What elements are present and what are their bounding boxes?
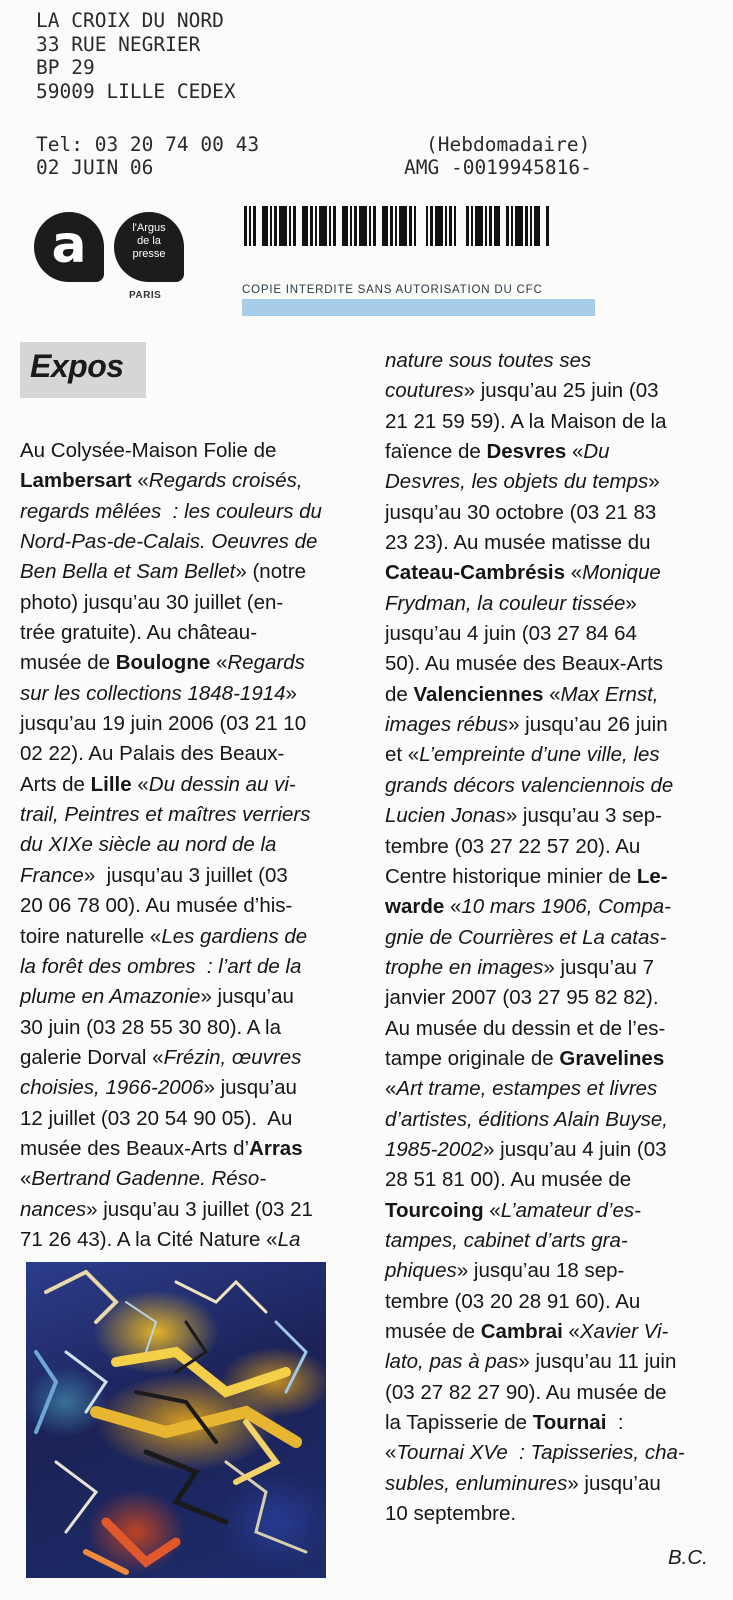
notice-bar [242,299,595,316]
barcode-bar [369,206,371,246]
text-line: Cateau-Cambrésis «Monique [385,561,661,585]
barcode-bar [302,206,308,246]
text-line: 21 21 59 59). A la Maison de la [385,409,667,433]
text-line: faïence de Desvres «Du [385,440,610,464]
barcode-bar [426,206,428,246]
text-line: choisies, 1966-2006» jusqu’au [20,1076,297,1100]
barcode-bar [489,206,492,246]
text-line: jusqu’au 30 octobre (03 21 83 [385,500,657,524]
text-line: sur les collections 1848-1914» [20,681,297,705]
text-line: lato, pas à pas» jusqu’au 11 juin [385,1350,677,1374]
text-line: la forêt des ombres : l’art de la [20,954,302,978]
barcode-bar [319,206,327,246]
barcode-bar [542,206,544,246]
barcode-bar [333,206,336,246]
text-line: musée de Boulogne «Regards [20,651,305,675]
barcode-bar [409,206,412,246]
text-line: coutures» jusqu’au 25 juin (03 [385,379,659,403]
logo-text-line: presse [132,248,166,260]
text-line: Arts de Lille «Du dessin au vi- [20,772,296,796]
copyright-notice: COPIE INTERDITE SANS AUTORISATION DU CFC [242,284,543,296]
text-line: nature sous toutes ses [385,349,592,372]
author-signature: B.C. [668,1546,708,1569]
text-line: jusqu’au 4 juin (03 27 84 64 [385,622,637,646]
text-line: 1985-2002» jusqu’au 4 juin (03 [385,1137,667,1161]
text-line: de Valenciennes «Max Ernst, [385,682,659,706]
text-line: France» jusqu’au 3 juillet (03 [20,863,288,887]
text-line: tembre (03 20 28 91 60). Au [385,1289,641,1313]
text-line: tembre (03 27 22 57 20). Au [385,834,641,858]
text-line: Ben Bella et Sam Bellet» (notre [20,560,307,584]
text-line: 20 06 78 00). Au musée d’his- [20,894,293,918]
text-line: images rébus» jusqu’au 26 juin [385,713,668,737]
text-line: et «L’empreinte d’une ville, les [385,743,660,767]
barcode-bar [249,206,251,246]
barcode-bar [279,206,287,246]
text-line: trophe en images» jusqu’au 7 [385,955,654,979]
text-line: du XIXe siècle au nord de la [20,833,277,857]
text-line: jusqu’au 19 juin 2006 (03 21 10 [20,712,307,736]
text-line: musée des Beaux-Arts d’Arras [20,1136,303,1160]
logo-text-line: de la [137,235,161,247]
frequency: (Hebdomadaire) [426,133,591,156]
text-line: Frydman, la couleur tissée» [385,591,637,615]
barcode-bar [506,206,509,246]
address-line: 59009 LILLE CEDEX [36,79,236,103]
barcode-bar [342,206,348,246]
barcode-bar [515,206,523,246]
barcode [244,206,596,246]
barcode-bar [430,206,433,246]
text-line: Lucien Jonas» jusqu’au 3 sep- [385,804,662,828]
barcode-bar [244,206,247,246]
barcode-bar [445,206,447,246]
text-line: 30 juin (03 28 55 30 80). A la [20,1015,282,1039]
address-line: LA CROIX DU NORD [36,9,224,32]
text-line: Desvres, les objets du temps» [385,470,660,494]
text-line: d’artistes, éditions Alain Buyse, [385,1107,668,1131]
text-line: tampes, cabinet d’arts gra- [385,1228,628,1252]
barcode-bar [546,206,549,246]
barcode-bar [262,206,268,246]
barcode-bar [525,206,528,246]
text-line: la Tapisserie de Tournai : [385,1411,624,1435]
barcode-bar [418,206,424,246]
barcode-bar [399,206,407,246]
barcode-bar [454,206,456,246]
text-line: 02 22). Au Palais des Beaux- [20,742,285,766]
text-line: photo) jusqu’au 30 juillet (en- [20,590,284,614]
barcode-bar [458,206,464,246]
telephone: Tel: 03 20 74 00 43 [36,133,260,156]
text-line: «Bertrand Gadenne. Réso- [20,1167,267,1191]
barcode-bar [475,206,483,246]
barcode-bar [310,206,313,246]
text-line: Tourcoing «L’amateur d’es- [385,1198,641,1222]
logo-city: PARIS [129,290,162,301]
barcode-bar [338,206,340,246]
text-line: galerie Dorval «Frézin, œuvres [20,1045,302,1069]
barcode-bar [471,206,473,246]
barcode-bar [502,206,504,246]
text-line: 50). Au musée des Beaux-Arts [385,652,664,676]
text-line: trail, Peintres et maîtres verriers [20,803,311,827]
logo-letter: a [51,215,87,275]
argus-presse-logo [114,212,184,282]
barcode-bar [414,206,416,246]
text-line: phiques» jusqu’au 18 sep- [385,1259,625,1283]
text-line: warde «10 mars 1906, Compa- [385,895,672,919]
barcode-bar [298,206,300,246]
text-line: 23 23). Au musée matisse du [385,531,651,555]
text-line: nances» jusqu’au 3 juillet (03 21 [20,1197,313,1221]
address-line: 33 RUE NEGRIER [36,32,201,56]
text-line: plume en Amazonie» jusqu’au [20,985,294,1009]
barcode-bar [315,206,317,246]
section-heading: Expos [30,348,124,384]
artwork-photo [26,1262,326,1578]
barcode-bar [485,206,487,246]
text-line: 71 26 43). A la Cité Nature «La [20,1227,301,1251]
text-line: Lambersart «Regards croisés, [20,469,303,493]
barcode-bar [270,206,272,246]
article-column-right [385,346,685,1529]
barcode-bar [378,206,380,246]
article-column-left [20,436,322,1255]
text-line: grands décors valenciennois de [385,773,674,797]
text-line: Nord-Pas-de-Calais. Oeuvres de [20,530,318,554]
text-line: 28 51 81 00). Au musée de [385,1168,632,1192]
text-line: subles, enluminures» jusqu’au [385,1471,661,1495]
artwork-strokes [26,1262,326,1578]
text-line: janvier 2007 (03 27 95 82 82). [385,986,659,1010]
barcode-bar [289,206,291,246]
text-line: trée gratuite). Au château- [20,621,258,645]
barcode-bar [466,206,469,246]
barcode-bar [390,206,393,246]
text-line: «Art trame, estampes et livres [385,1077,658,1101]
barcode-bar [373,206,376,246]
text-line: 10 septembre. [385,1502,517,1526]
address-line: BP 29 [36,56,95,79]
barcode-bar [534,206,540,246]
text-line: Au musée du dessin et de l’es- [385,1016,666,1040]
text-line: toire naturelle «Les gardiens de [20,924,308,948]
address-block [36,9,236,103]
barcode-bar [359,206,367,246]
barcode-bar [293,206,296,246]
barcode-bar [511,206,513,246]
barcode-bar [329,206,331,246]
publication-date: 02 JUIN 06 [36,156,154,179]
text-line: regards mêlées : les couleurs du [20,499,322,523]
text-line: gnie de Courrières et La catas- [385,925,667,949]
text-line: tampe originale de Gravelines [385,1046,665,1070]
barcode-bar [382,206,388,246]
text-line: Centre historique minier de Le- [385,864,668,888]
text-line: (03 27 82 27 90). Au musée de [385,1380,667,1404]
barcode-bar [494,206,500,246]
text-line: Au Colysée-Maison Folie de [20,439,277,462]
barcode-bar [449,206,452,246]
barcode-bar [253,206,256,246]
barcode-bar [258,206,260,246]
barcode-bar [395,206,397,246]
argus-a-logo [34,212,104,282]
barcode-bar [530,206,532,246]
text-line: musée de Cambrai «Xavier Vi- [385,1320,669,1343]
barcode-bar [435,206,443,246]
barcode-bar [274,206,277,246]
barcode-bar [350,206,352,246]
text-line: «Tournai XVe : Tapisseries, cha- [385,1441,685,1465]
reference-number: AMG -0019945816- [404,156,592,179]
barcode-bar [354,206,357,246]
logo-text-line: l'Argus [132,222,166,234]
text-line: 12 juillet (03 20 54 90 05). Au [20,1106,293,1130]
